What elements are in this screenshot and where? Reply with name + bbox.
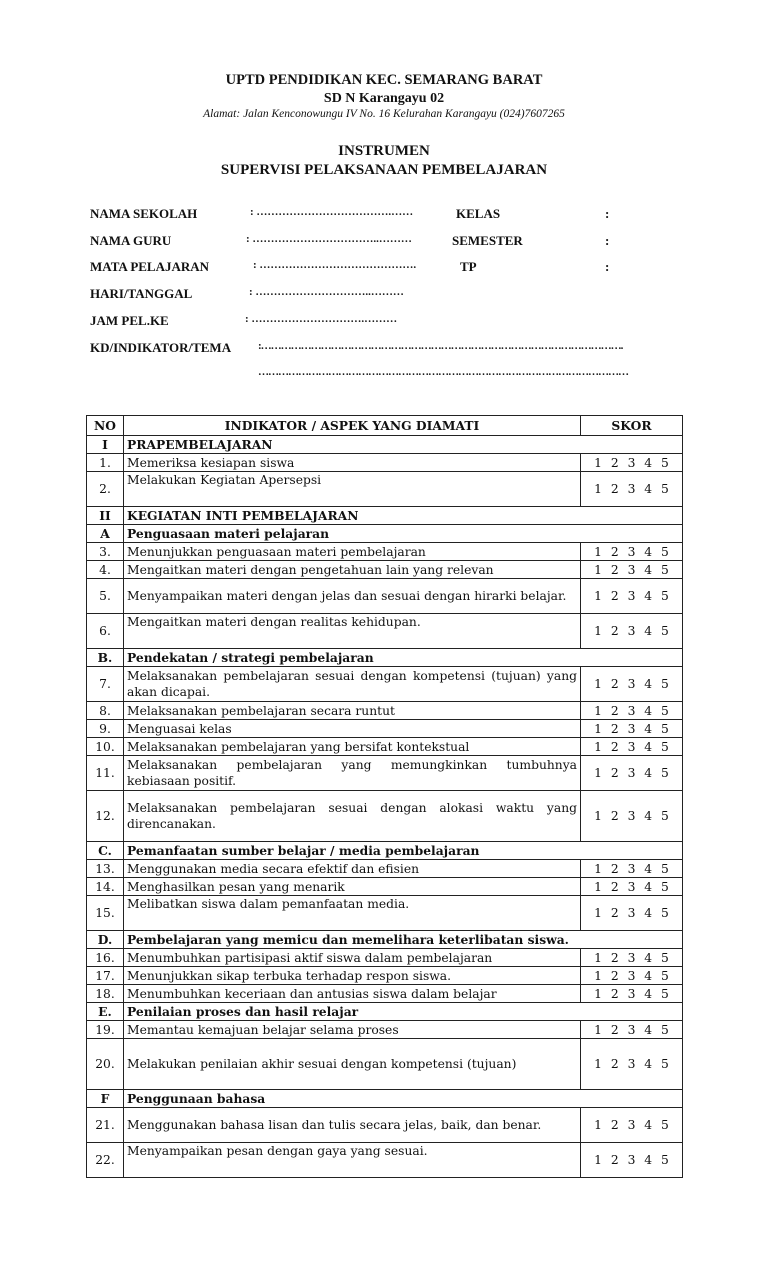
table-row xyxy=(87,614,683,649)
field-value-kd-indikator-tema-line2[interactable]: ………………………………………………………………………………………………… xyxy=(258,366,628,378)
score-options[interactable]: 1 2 3 4 5 xyxy=(581,738,683,756)
field-label-jam-pel: JAM PEL.KE xyxy=(90,313,169,328)
table-row xyxy=(87,738,683,756)
field-label-tp: TP xyxy=(460,259,477,274)
row-number: 1. xyxy=(87,454,124,472)
indicator-text: Menghasilkan pesan yang menarik xyxy=(124,878,581,896)
table-row xyxy=(87,791,683,842)
section-title: Penilaian proses dan hasil relajar xyxy=(124,1003,683,1021)
table-row xyxy=(87,454,683,472)
field-value-tp[interactable]: : xyxy=(605,259,610,274)
score-options[interactable]: 1 2 3 4 5 xyxy=(581,967,683,985)
indicator-text: Menunjukkan penguasaan materi pembelajaran xyxy=(124,543,581,561)
indicator-text: Menguasai kelas xyxy=(124,720,581,738)
row-number: 2. xyxy=(87,472,124,507)
row-number: 5. xyxy=(87,579,124,614)
row-number: 4. xyxy=(87,561,124,579)
section-row xyxy=(87,842,683,860)
section-title: Pendekatan / strategi pembelajaran xyxy=(124,649,683,667)
section-title: KEGIATAN INTI PEMBELAJARAN xyxy=(124,507,683,525)
row-number: 22. xyxy=(87,1143,124,1178)
section-row xyxy=(87,649,683,667)
school-address: Alamat: Jalan Kenconowungu IV No. 16 Kelurahan Karangayu (024)7607265 xyxy=(203,108,565,120)
score-options[interactable]: 1 2 3 4 5 xyxy=(581,720,683,738)
row-number: 19. xyxy=(87,1021,124,1039)
indicator-text: Melaksanakan pembelajaran sesuai dengan kompetensi (tujuan) yang akan dicapai. xyxy=(124,667,581,702)
section-code: A xyxy=(87,525,124,543)
score-options[interactable]: 1 2 3 4 5 xyxy=(581,860,683,878)
table-row xyxy=(87,561,683,579)
field-label-mata-pelajaran: MATA PELAJARAN xyxy=(90,259,210,274)
row-number: 16. xyxy=(87,949,124,967)
indicator-text: Menggunakan bahasa lisan dan tulis secara jelas, baik, dan benar. xyxy=(124,1108,581,1143)
indicator-text: Menyampaikan materi dengan jelas dan sesuai dengan hirarki belajar. xyxy=(124,579,581,614)
row-number: 6. xyxy=(87,614,124,649)
table-row xyxy=(87,1021,683,1039)
score-options[interactable]: 1 2 3 4 5 xyxy=(581,1039,683,1090)
table-row xyxy=(87,756,683,791)
indicator-text: Melaksanakan pembelajaran secara runtut xyxy=(124,702,581,720)
row-number: 9. xyxy=(87,720,124,738)
score-options[interactable]: 1 2 3 4 5 xyxy=(581,896,683,931)
indicator-text: Menunjukkan sikap terbuka terhadap respon siswa. xyxy=(124,967,581,985)
field-value-kd-indikator-tema[interactable]: :………………………………………………………………………………………………. xyxy=(258,340,623,352)
score-options[interactable]: 1 2 3 4 5 xyxy=(581,561,683,579)
section-row xyxy=(87,931,683,949)
field-value-jam-pel[interactable]: : ………………………….……… xyxy=(245,313,398,325)
score-options[interactable]: 1 2 3 4 5 xyxy=(581,667,683,702)
section-title: Pembelajaran yang memicu dan memelihara keterlibatan siswa. xyxy=(124,931,683,949)
section-row xyxy=(87,507,683,525)
section-title: Pemanfaatan sumber belajar / media pembelajaran xyxy=(124,842,683,860)
score-options[interactable]: 1 2 3 4 5 xyxy=(581,614,683,649)
section-row xyxy=(87,1003,683,1021)
indicator-text: Mengaitkan materi dengan realitas kehidupan. xyxy=(124,614,581,649)
table-row xyxy=(87,985,683,1003)
section-code: II xyxy=(87,507,124,525)
field-value-kelas[interactable]: : xyxy=(605,206,610,221)
table-row xyxy=(87,967,683,985)
indicator-text: Menyampaikan pesan dengan gaya yang sesuai. xyxy=(124,1143,581,1178)
score-options[interactable]: 1 2 3 4 5 xyxy=(581,1108,683,1143)
row-number: 21. xyxy=(87,1108,124,1143)
table-row xyxy=(87,896,683,931)
section-title: Penguasaan materi pelajaran xyxy=(124,525,683,543)
section-row xyxy=(87,525,683,543)
supervision-table xyxy=(86,415,683,1178)
section-code: F xyxy=(87,1090,124,1108)
table-header-row xyxy=(87,416,683,436)
header-skor: SKOR xyxy=(581,416,683,436)
field-label-nama-guru: NAMA GURU xyxy=(90,233,172,248)
school-name: SD N Karangayu 02 xyxy=(323,91,445,106)
score-options[interactable]: 1 2 3 4 5 xyxy=(581,543,683,561)
indicator-text: Melaksanakan pembelajaran yang memungkinkan tumbuhnya kebiasaan positif. xyxy=(124,756,581,791)
indicator-text: Menumbuhkan partisipasi aktif siswa dalam pembelajaran xyxy=(124,949,581,967)
table-row xyxy=(87,472,683,507)
section-code: C. xyxy=(87,842,124,860)
field-label-semester: SEMESTER xyxy=(452,233,523,248)
indicator-text: Melibatkan siswa dalam pemanfaatan media. xyxy=(124,896,581,931)
score-options[interactable]: 1 2 3 4 5 xyxy=(581,756,683,791)
indicator-text: Memeriksa kesiapan siswa xyxy=(124,454,581,472)
row-number: 7. xyxy=(87,667,124,702)
section-title: Penggunaan bahasa xyxy=(124,1090,683,1108)
indicator-text: Memantau kemajuan belajar selama proses xyxy=(124,1021,581,1039)
row-number: 20. xyxy=(87,1039,124,1090)
table-body xyxy=(87,436,683,1178)
table-row xyxy=(87,860,683,878)
indicator-text: Melakukan penilaian akhir sesuai dengan kompetensi (tujuan) xyxy=(124,1039,581,1090)
score-options[interactable]: 1 2 3 4 5 xyxy=(581,985,683,1003)
indicator-text: Melaksanakan pembelajaran yang bersifat kontekstual xyxy=(124,738,581,756)
agency-name: UPTD PENDIDIKAN KEC. SEMARANG BARAT xyxy=(225,72,543,88)
field-value-nama-sekolah[interactable]: : ……………………………….…… xyxy=(250,206,414,218)
row-number: 10. xyxy=(87,738,124,756)
field-label-nama-sekolah: NAMA SEKOLAH xyxy=(90,206,198,221)
section-code: E. xyxy=(87,1003,124,1021)
score-options[interactable]: 1 2 3 4 5 xyxy=(581,949,683,967)
score-options[interactable]: 1 2 3 4 5 xyxy=(581,1021,683,1039)
field-value-mata-pelajaran[interactable]: : ……………………………………. xyxy=(253,259,417,271)
score-options[interactable]: 1 2 3 4 5 xyxy=(581,1143,683,1178)
row-number: 15. xyxy=(87,896,124,931)
row-number: 12. xyxy=(87,791,124,842)
header-indikator: INDIKATOR / ASPEK YANG DIAMATI xyxy=(124,416,581,436)
row-number: 14. xyxy=(87,878,124,896)
header-no: NO xyxy=(87,416,124,436)
score-options[interactable]: 1 2 3 4 5 xyxy=(581,791,683,842)
field-value-semester[interactable]: : xyxy=(605,233,610,248)
table-row xyxy=(87,949,683,967)
score-options[interactable]: 1 2 3 4 5 xyxy=(581,579,683,614)
row-number: 11. xyxy=(87,756,124,791)
section-title: PRAPEMBELAJARAN xyxy=(124,436,683,454)
row-number: 13. xyxy=(87,860,124,878)
field-label-kelas: KELAS xyxy=(456,206,501,221)
field-value-nama-guru[interactable]: : ……………………………..……… xyxy=(246,233,412,245)
table-row xyxy=(87,1108,683,1143)
table-row xyxy=(87,667,683,702)
score-options[interactable]: 1 2 3 4 5 xyxy=(581,472,683,507)
indicator-text: Menumbuhkan keceriaan dan antusias siswa dalam belajar xyxy=(124,985,581,1003)
row-number: 18. xyxy=(87,985,124,1003)
score-options[interactable]: 1 2 3 4 5 xyxy=(581,702,683,720)
document-subtitle: SUPERVISI PELAKSANAAN PEMBELAJARAN xyxy=(220,162,548,178)
indicator-text: Mengaitkan materi dengan pengetahuan lain yang relevan xyxy=(124,561,581,579)
table-row xyxy=(87,579,683,614)
table-row xyxy=(87,1143,683,1178)
document-title: INSTRUMEN xyxy=(338,143,430,159)
score-options[interactable]: 1 2 3 4 5 xyxy=(581,454,683,472)
row-number: 8. xyxy=(87,702,124,720)
table-row xyxy=(87,702,683,720)
score-options[interactable]: 1 2 3 4 5 xyxy=(581,878,683,896)
table-row xyxy=(87,878,683,896)
table-row xyxy=(87,720,683,738)
row-number: 17. xyxy=(87,967,124,985)
section-code: B. xyxy=(87,649,124,667)
field-value-hari-tanggal[interactable]: : …………………………..……… xyxy=(249,286,404,298)
row-number: 3. xyxy=(87,543,124,561)
section-row xyxy=(87,1090,683,1108)
field-label-hari-tanggal: HARI/TANGGAL xyxy=(90,286,193,301)
field-label-kd-indikator-tema: KD/INDIKATOR/TEMA xyxy=(90,340,232,355)
indicator-text: Melaksanakan pembelajaran sesuai dengan alokasi waktu yang direncanakan. xyxy=(124,791,581,842)
section-code: I xyxy=(87,436,124,454)
section-code: D. xyxy=(87,931,124,949)
indicator-text: Melakukan Kegiatan Apersepsi xyxy=(124,472,581,507)
indicator-text: Menggunakan media secara efektif dan efisien xyxy=(124,860,581,878)
table-row xyxy=(87,1039,683,1090)
section-row xyxy=(87,436,683,454)
table-row xyxy=(87,543,683,561)
